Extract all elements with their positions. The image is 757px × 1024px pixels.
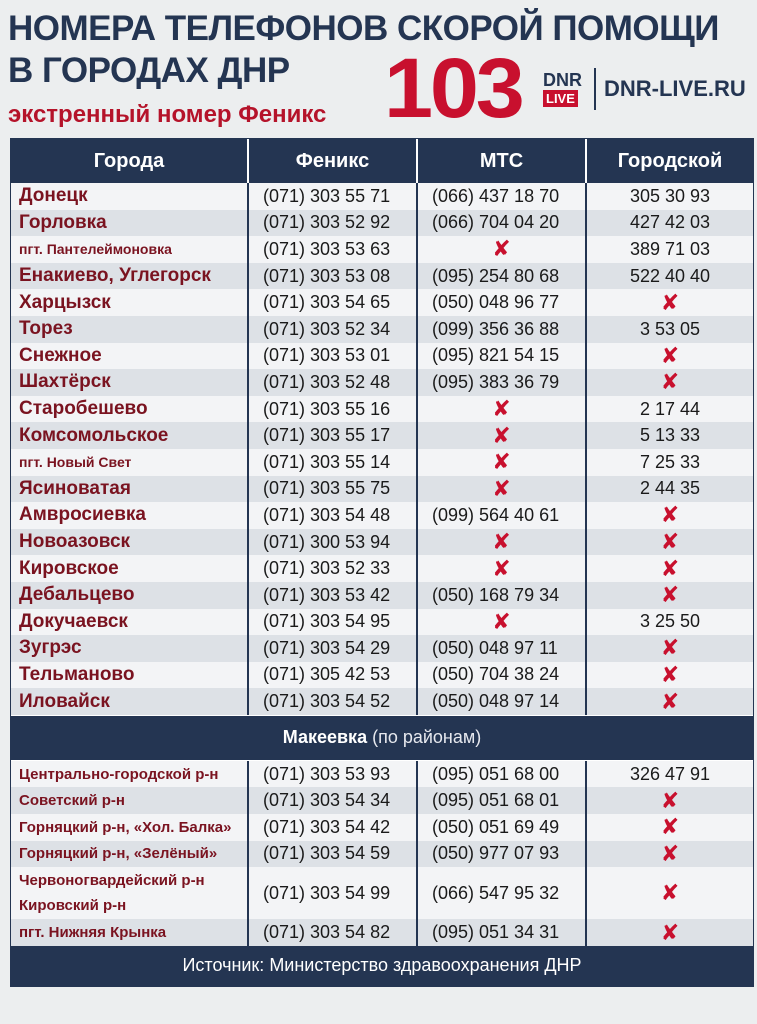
city-name: Горловка <box>19 211 107 233</box>
city-name: Докучаевск <box>19 610 128 632</box>
table-row <box>11 814 753 841</box>
x-mark-icon: ✘ <box>660 635 680 661</box>
makeevka-note: (по районам) <box>372 727 482 748</box>
x-mark-icon: ✘ <box>492 236 511 262</box>
table-row <box>11 635 753 662</box>
title-line-2: В ГОРОДАХ ДНР <box>8 51 290 90</box>
x-mark-icon: ✘ <box>492 555 511 581</box>
mts-phone <box>416 396 585 423</box>
mts-phone <box>416 609 585 636</box>
mts-phone: (050) 704 38 24 <box>416 662 585 689</box>
fenix-phone: (071) 300 53 94 <box>247 529 416 556</box>
logo-divider <box>594 68 596 110</box>
logo-bottom-text: LIVE <box>543 90 578 107</box>
table-row <box>11 919 753 946</box>
fenix-phone: (071) 303 55 16 <box>247 396 416 423</box>
column-header-cities: Города <box>93 149 165 172</box>
city-name: Старобешево <box>19 398 148 420</box>
logo-top-text: DNR <box>543 70 582 90</box>
fenix-phone: (071) 303 53 63 <box>247 236 416 263</box>
city-name: Иловайск <box>19 690 110 712</box>
table-header <box>11 139 753 183</box>
x-mark-icon: ✘ <box>660 661 680 687</box>
emergency-number: 103 <box>384 41 522 135</box>
city-phone <box>585 814 753 841</box>
mts-phone <box>416 529 585 556</box>
fenix-phone: (071) 303 52 34 <box>247 316 416 343</box>
fenix-phone: (071) 303 55 75 <box>247 476 416 503</box>
city-phone <box>585 635 753 662</box>
city-name: Харцызск <box>19 291 111 313</box>
fenix-phone: (071) 303 52 92 <box>247 210 416 237</box>
mts-phone <box>416 236 585 263</box>
title-line-1: НОМЕРА ТЕЛЕФОНОВ СКОРОЙ ПОМОЩИ <box>8 9 719 48</box>
makeevka-title: Макеевка <box>282 727 368 748</box>
table-row <box>11 422 753 449</box>
fenix-phone: (071) 303 54 48 <box>247 502 416 529</box>
table-row <box>11 867 753 919</box>
city-phone <box>585 841 753 868</box>
table-row <box>11 289 753 316</box>
x-mark-icon: ✘ <box>660 289 680 315</box>
fenix-phone: (071) 303 54 95 <box>247 609 416 636</box>
dnr-live-logo <box>543 70 591 110</box>
city-name: Амвросиевка <box>19 504 146 526</box>
table-row <box>11 662 753 689</box>
district-name: Червоногвардейский р-н <box>19 872 205 890</box>
city-name <box>11 867 247 919</box>
city-phone: 2 44 35 <box>585 476 753 503</box>
fenix-phone: (071) 303 54 99 <box>247 867 416 919</box>
fenix-phone: (071) 303 54 42 <box>247 814 416 841</box>
mts-phone: (099) 564 40 61 <box>416 502 585 529</box>
fenix-phone: (071) 303 54 82 <box>247 919 416 946</box>
city-name: пгт. Нижняя Крынка <box>19 924 167 942</box>
city-name: Ясиноватая <box>19 477 131 499</box>
city-name: Шахтёрск <box>19 371 111 393</box>
mts-phone: (066) 704 04 20 <box>416 210 585 237</box>
city-phone <box>585 919 753 946</box>
x-mark-icon: ✘ <box>492 608 511 634</box>
table-row <box>11 609 753 636</box>
table-row <box>11 555 753 582</box>
city-name: Дебальцево <box>19 584 135 606</box>
table-row <box>11 236 753 263</box>
city-phone <box>585 343 753 370</box>
x-mark-icon: ✘ <box>660 814 680 840</box>
table-row <box>11 369 753 396</box>
mts-phone: (095) 254 80 68 <box>416 263 585 290</box>
fenix-phone: (071) 303 54 52 <box>247 688 416 715</box>
table-row <box>11 263 753 290</box>
city-phone <box>585 289 753 316</box>
x-mark-icon: ✘ <box>660 880 680 906</box>
city-name: Горняцкий р-н, «Хол. Балка» <box>19 818 232 836</box>
city-phone <box>585 688 753 715</box>
table-row <box>11 582 753 609</box>
mts-phone: (050) 048 97 11 <box>416 635 585 662</box>
fenix-phone: (071) 303 54 59 <box>247 841 416 868</box>
x-mark-icon: ✘ <box>492 449 511 475</box>
fenix-phone: (071) 305 42 53 <box>247 662 416 689</box>
city-name: пгт. Новый Свет <box>19 454 132 471</box>
table-row <box>11 316 753 343</box>
fenix-phone: (071) 303 53 93 <box>247 761 416 788</box>
fenix-phone: (071) 303 52 48 <box>247 369 416 396</box>
x-mark-icon: ✘ <box>660 369 680 395</box>
mts-phone <box>416 449 585 476</box>
mts-phone: (095) 821 54 15 <box>416 343 585 370</box>
district-name-2: Кировский р-н <box>19 897 127 915</box>
city-phone: 326 47 91 <box>585 761 753 788</box>
site-url: DNR-LIVE.RU <box>604 76 746 101</box>
city-name: Торез <box>19 318 73 340</box>
city-phone <box>585 529 753 556</box>
mts-phone: (050) 168 79 34 <box>416 582 585 609</box>
table-row <box>11 841 753 868</box>
x-mark-icon: ✘ <box>660 919 680 945</box>
city-phone <box>585 582 753 609</box>
fenix-phone: (071) 303 55 17 <box>247 422 416 449</box>
x-mark-icon: ✘ <box>660 342 680 368</box>
makeevka-section-header <box>11 715 753 761</box>
x-mark-icon: ✘ <box>492 529 511 555</box>
city-phone <box>585 502 753 529</box>
city-name: Комсомольское <box>19 424 169 446</box>
table-row <box>11 183 753 210</box>
mts-phone: (095) 383 36 79 <box>416 369 585 396</box>
mts-phone: (050) 977 07 93 <box>416 841 585 868</box>
table-row <box>11 787 753 814</box>
table-row <box>11 529 753 556</box>
x-mark-icon: ✘ <box>660 688 680 714</box>
column-header-city-phone: Городской <box>585 139 753 183</box>
city-phone: 389 71 03 <box>585 236 753 263</box>
city-phone: 3 25 50 <box>585 609 753 636</box>
table-row <box>11 343 753 370</box>
table-row <box>11 761 753 788</box>
city-phone <box>585 369 753 396</box>
fenix-phone: (071) 303 54 34 <box>247 787 416 814</box>
mts-phone: (095) 051 34 31 <box>416 919 585 946</box>
header <box>0 0 757 137</box>
city-phone: 3 53 05 <box>585 316 753 343</box>
mts-phone: (095) 051 68 01 <box>416 787 585 814</box>
x-mark-icon: ✘ <box>492 422 511 448</box>
city-phone: 5 13 33 <box>585 422 753 449</box>
fenix-phone: (071) 303 54 29 <box>247 635 416 662</box>
mts-phone: (050) 051 69 49 <box>416 814 585 841</box>
city-phone <box>585 662 753 689</box>
city-name: Советский р-н <box>19 792 125 810</box>
phone-table <box>10 138 754 987</box>
fenix-phone: (071) 303 55 71 <box>247 183 416 210</box>
city-phone: 2 17 44 <box>585 396 753 423</box>
city-name: Горняцкий р-н, «Зелёный» <box>19 845 218 863</box>
column-header-fenix: Феникс <box>247 139 416 183</box>
city-name: Кировское <box>19 557 119 579</box>
x-mark-icon: ✘ <box>660 502 680 528</box>
table-row <box>11 210 753 237</box>
x-mark-icon: ✘ <box>492 396 511 422</box>
city-name: пгт. Пантелеймоновка <box>19 241 172 258</box>
fenix-phone: (071) 303 53 08 <box>247 263 416 290</box>
mts-phone <box>416 476 585 503</box>
table-row <box>11 396 753 423</box>
city-name: Снежное <box>19 344 102 366</box>
x-mark-icon: ✘ <box>660 840 680 866</box>
city-name: Зугрэс <box>19 637 82 659</box>
x-mark-icon: ✘ <box>660 529 680 555</box>
city-name: Енакиево, Углегорск <box>19 265 211 287</box>
city-phone: 305 30 93 <box>585 183 753 210</box>
mts-phone: (095) 051 68 00 <box>416 761 585 788</box>
city-phone <box>585 555 753 582</box>
x-mark-icon: ✘ <box>660 555 680 581</box>
fenix-phone: (071) 303 55 14 <box>247 449 416 476</box>
source-footer: Источник: Министерство здравоохранения ДНР <box>11 946 753 986</box>
fenix-phone: (071) 303 53 42 <box>247 582 416 609</box>
city-phone: 7 25 33 <box>585 449 753 476</box>
x-mark-icon: ✘ <box>660 787 680 813</box>
city-phone: 427 42 03 <box>585 210 753 237</box>
mts-phone: (050) 048 96 77 <box>416 289 585 316</box>
city-name: Центрально-городской р-н <box>19 765 219 783</box>
table-row <box>11 449 753 476</box>
city-phone <box>585 787 753 814</box>
mts-phone: (099) 356 36 88 <box>416 316 585 343</box>
city-name: Донецк <box>19 185 88 207</box>
table-row <box>11 502 753 529</box>
column-header-mts: МТС <box>416 139 585 183</box>
fenix-phone: (071) 303 52 33 <box>247 555 416 582</box>
table-row <box>11 476 753 503</box>
table-row <box>11 688 753 715</box>
city-phone <box>585 867 753 919</box>
makeevka-rows <box>11 761 753 946</box>
city-name: Тельманово <box>19 663 135 685</box>
fenix-phone: (071) 303 54 65 <box>247 289 416 316</box>
city-name: Новоазовск <box>19 531 131 553</box>
x-mark-icon: ✘ <box>660 582 680 608</box>
fenix-phone: (071) 303 53 01 <box>247 343 416 370</box>
x-mark-icon: ✘ <box>492 475 511 501</box>
mts-phone: (050) 048 97 14 <box>416 688 585 715</box>
subtitle: экстренный номер Феникс <box>8 101 327 128</box>
mts-phone <box>416 422 585 449</box>
mts-phone: (066) 437 18 70 <box>416 183 585 210</box>
city-phone: 522 40 40 <box>585 263 753 290</box>
mts-phone: (066) 547 95 32 <box>416 867 585 919</box>
city-rows <box>11 183 753 715</box>
mts-phone <box>416 555 585 582</box>
